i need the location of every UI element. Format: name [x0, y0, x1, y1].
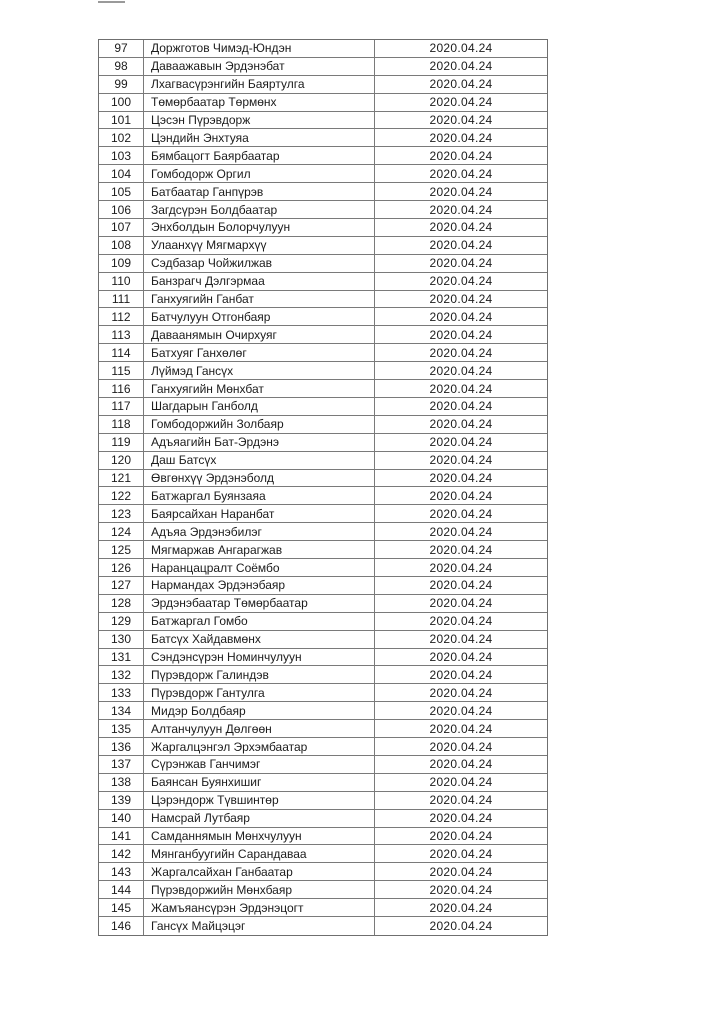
table-cell-no: 144 — [99, 881, 144, 898]
table-cell-no: 122 — [99, 487, 144, 504]
table-cell-no: 133 — [99, 684, 144, 701]
table-row — [99, 362, 547, 380]
table-cell-no: 112 — [99, 308, 144, 325]
table-cell-no: 118 — [99, 416, 144, 433]
table-cell-name: Эрдэнэбаатар Төмөрбаатар — [144, 595, 375, 612]
table-cell-date: 2020.04.24 — [429, 95, 493, 110]
table-row — [99, 720, 547, 738]
table-cell-no: 140 — [99, 810, 144, 827]
table-cell-no: 127 — [99, 577, 144, 594]
table-cell-date: 2020.04.24 — [429, 292, 493, 307]
table-row — [99, 398, 547, 416]
table-cell-no: 139 — [99, 792, 144, 809]
table-cell-name: Наранцацралт Соёмбо — [144, 559, 375, 576]
table-cell-date: 2020.04.24 — [429, 59, 493, 74]
table-cell-no: 105 — [99, 183, 144, 200]
table-cell-name: Батбаатар Ганпүрэв — [144, 183, 375, 200]
table-cell-date: 2020.04.24 — [429, 900, 493, 915]
table-cell-name: Лүймэд Гансүх — [144, 362, 375, 379]
table-cell-name: Ганхуягийн Ганбат — [144, 291, 375, 308]
table-cell-date: 2020.04.24 — [429, 739, 493, 754]
table-cell-no: 117 — [99, 398, 144, 415]
table-row — [99, 326, 547, 344]
table-row — [99, 452, 547, 470]
table-cell-name: Цэндийн Энхтуяа — [144, 129, 375, 146]
table-row — [99, 219, 547, 237]
table-cell-no: 143 — [99, 863, 144, 880]
table-cell-no: 134 — [99, 702, 144, 719]
table-cell-name: Мидэр Болдбаяр — [144, 702, 375, 719]
table-row — [99, 559, 547, 577]
table-cell-date: 2020.04.24 — [429, 148, 493, 163]
table-cell-date: 2020.04.24 — [429, 775, 493, 790]
table-cell-no: 98 — [99, 58, 144, 75]
table-row — [99, 505, 547, 523]
table-cell-name: Лхагвасүрэнгийн Баяртулга — [144, 76, 375, 93]
table-row — [99, 183, 547, 201]
table-row — [99, 810, 547, 828]
table-cell-name: Ганхуягийн Мөнхбат — [144, 380, 375, 397]
table-cell-name: Адъяагийн Бат-Эрдэнэ — [144, 434, 375, 451]
table-cell-name: Пүрэвдорж Гантулга — [144, 684, 375, 701]
table-cell-name: Энхболдын Болорчулуун — [144, 219, 375, 236]
table-cell-no: 109 — [99, 255, 144, 272]
table-cell-date: 2020.04.24 — [429, 435, 493, 450]
table-row — [99, 863, 547, 881]
table-cell-no: 102 — [99, 129, 144, 146]
table-cell-date: 2020.04.24 — [429, 381, 493, 396]
table-cell-date: 2020.04.24 — [429, 829, 493, 844]
table-row — [99, 76, 547, 94]
table-row — [99, 308, 547, 326]
table-cell-date: 2020.04.24 — [429, 453, 493, 468]
table-edge-fragment — [98, 1, 125, 3]
table-cell-date: 2020.04.24 — [429, 811, 493, 826]
table-cell-name: Сэндэнсүрэн Номинчулуун — [144, 649, 375, 666]
table-cell-no: 135 — [99, 720, 144, 737]
table-cell-date: 2020.04.24 — [429, 864, 493, 879]
table-cell-name: Батжаргал Буянзаяа — [144, 487, 375, 504]
table-cell-no: 110 — [99, 273, 144, 290]
table-row — [99, 112, 547, 130]
table-cell-date: 2020.04.24 — [429, 614, 493, 629]
table-cell-name: Батсүх Хайдавмөнх — [144, 631, 375, 648]
table-cell-no: 107 — [99, 219, 144, 236]
table-row — [99, 40, 547, 58]
table-cell-date: 2020.04.24 — [429, 650, 493, 665]
table-cell-no: 128 — [99, 595, 144, 612]
table-cell-name: Даваанямын Очирхуяг — [144, 326, 375, 343]
table-cell-no: 137 — [99, 756, 144, 773]
table-cell-name: Пүрэвдорж Галиндэв — [144, 666, 375, 683]
table-cell-name: Бямбацогт Баярбаатар — [144, 147, 375, 164]
table-cell-date: 2020.04.24 — [429, 220, 493, 235]
table-row — [99, 470, 547, 488]
table-row — [99, 666, 547, 684]
table-cell-name: Батхуяг Ганхөлөг — [144, 344, 375, 361]
table-cell-name: Мягмаржав Ангарагжав — [144, 541, 375, 558]
table-cell-name: Шагдарын Ганболд — [144, 398, 375, 415]
table-cell-no: 136 — [99, 738, 144, 755]
table-cell-name: Жаргалцэнгэл Эрхэмбаатар — [144, 738, 375, 755]
table-row — [99, 917, 547, 935]
table-cell-date: 2020.04.24 — [429, 524, 493, 539]
table-cell-date: 2020.04.24 — [429, 632, 493, 647]
table-cell-no: 97 — [99, 40, 144, 57]
table-cell-date: 2020.04.24 — [429, 560, 493, 575]
table-row — [99, 828, 547, 846]
table-row — [99, 147, 547, 165]
table-cell-date: 2020.04.24 — [429, 77, 493, 92]
table-row — [99, 541, 547, 559]
table-cell-name: Мянганбуугийн Сарандаваа — [144, 845, 375, 862]
table-cell-no: 131 — [99, 649, 144, 666]
table-cell-name: Өвгөнхүү Эрдэнэболд — [144, 470, 375, 487]
table-cell-no: 121 — [99, 470, 144, 487]
table-row — [99, 58, 547, 76]
table-cell-no: 125 — [99, 541, 144, 558]
table-row — [99, 738, 547, 756]
table-cell-no: 103 — [99, 147, 144, 164]
table-cell-date: 2020.04.24 — [429, 130, 493, 145]
table-row — [99, 273, 547, 291]
table-cell-date: 2020.04.24 — [429, 41, 493, 56]
table-cell-name: Баянсан Буянхишиг — [144, 774, 375, 791]
table-cell-name: Баярсайхан Наранбат — [144, 505, 375, 522]
table-cell-no: 129 — [99, 613, 144, 630]
table-cell-date: 2020.04.24 — [429, 667, 493, 682]
table-cell-name: Батчулуун Отгонбаяр — [144, 308, 375, 325]
table-cell-no: 113 — [99, 326, 144, 343]
table-cell-no: 101 — [99, 112, 144, 129]
table-cell-no: 106 — [99, 201, 144, 218]
table-cell-no: 132 — [99, 666, 144, 683]
table-row — [99, 756, 547, 774]
table-cell-date: 2020.04.24 — [429, 846, 493, 861]
table-cell-name: Жамъяансүрэн Эрдэнэцогт — [144, 899, 375, 916]
table-cell-date: 2020.04.24 — [429, 542, 493, 557]
table-row — [99, 631, 547, 649]
table-cell-name: Адъяа Эрдэнэбилэг — [144, 523, 375, 540]
table-cell-date: 2020.04.24 — [429, 882, 493, 897]
table-row — [99, 201, 547, 219]
table-row — [99, 595, 547, 613]
table-cell-date: 2020.04.24 — [429, 685, 493, 700]
table-cell-date: 2020.04.24 — [429, 417, 493, 432]
table-cell-date: 2020.04.24 — [429, 596, 493, 611]
table-cell-name: Улаанхүү Мягмархүү — [144, 237, 375, 254]
table-row — [99, 487, 547, 505]
table-cell-date: 2020.04.24 — [429, 202, 493, 217]
table-cell-no: 141 — [99, 828, 144, 845]
table-cell-name: Гомбодорж Оргил — [144, 165, 375, 182]
table-cell-name: Гансүх Майцэцэг — [144, 917, 375, 935]
table-row — [99, 523, 547, 541]
table-cell-name: Даш Батсүх — [144, 452, 375, 469]
table-row — [99, 774, 547, 792]
table-cell-no: 123 — [99, 505, 144, 522]
table-cell-no: 138 — [99, 774, 144, 791]
table-cell-name: Пүрэвдоржийн Мөнхбаяр — [144, 881, 375, 898]
table-row — [99, 577, 547, 595]
table-cell-name: Цэсэн Пүрэвдорж — [144, 112, 375, 129]
table-row — [99, 237, 547, 255]
table-cell-no: 115 — [99, 362, 144, 379]
table-cell-date: 2020.04.24 — [429, 793, 493, 808]
table-row — [99, 380, 547, 398]
table-cell-no: 104 — [99, 165, 144, 182]
table-cell-date: 2020.04.24 — [429, 506, 493, 521]
table-cell-date: 2020.04.24 — [429, 113, 493, 128]
table-cell-no: 116 — [99, 380, 144, 397]
table-cell-date: 2020.04.24 — [429, 919, 493, 934]
table-row — [99, 792, 547, 810]
table-cell-no: 124 — [99, 523, 144, 540]
table-cell-date: 2020.04.24 — [429, 703, 493, 718]
table-cell-name: Төмөрбаатар Төрмөнх — [144, 94, 375, 111]
table-cell-name: Жаргалсайхан Ганбаатар — [144, 863, 375, 880]
table-cell-no: 120 — [99, 452, 144, 469]
table-row — [99, 649, 547, 667]
table-row — [99, 845, 547, 863]
table-row — [99, 899, 547, 917]
table-cell-name: Батжаргал Гомбо — [144, 613, 375, 630]
table-cell-date: 2020.04.24 — [429, 721, 493, 736]
table-cell-date: 2020.04.24 — [429, 184, 493, 199]
table-row — [99, 94, 547, 112]
table-row — [99, 344, 547, 362]
table-cell-name: Самданнямын Мөнхчулуун — [144, 828, 375, 845]
table-cell-name: Гомбодоржийн Золбаяр — [144, 416, 375, 433]
table-cell-date: 2020.04.24 — [429, 309, 493, 324]
table-cell-date: 2020.04.24 — [429, 238, 493, 253]
table-cell-name: Доржготов Чимэд-Юндэн — [144, 40, 375, 57]
table-row — [99, 291, 547, 309]
table-cell-date: 2020.04.24 — [429, 327, 493, 342]
table-cell-no: 142 — [99, 845, 144, 862]
table-cell-name: Алтанчулуун Дөлгөөн — [144, 720, 375, 737]
table-cell-date: 2020.04.24 — [429, 274, 493, 289]
table-cell-date: 2020.04.24 — [429, 399, 493, 414]
table-cell-no: 111 — [99, 291, 144, 308]
table-cell-date: 2020.04.24 — [429, 345, 493, 360]
table-cell-no: 108 — [99, 237, 144, 254]
table-cell-date: 2020.04.24 — [429, 256, 493, 271]
table-row — [99, 684, 547, 702]
table-cell-date: 2020.04.24 — [429, 166, 493, 181]
table-cell-no: 130 — [99, 631, 144, 648]
table-cell-date: 2020.04.24 — [429, 757, 493, 772]
table-cell-no: 99 — [99, 76, 144, 93]
table-row — [99, 613, 547, 631]
table-cell-no: 100 — [99, 94, 144, 111]
table-cell-name: Загдсүрэн Болдбаатар — [144, 201, 375, 218]
table-cell-name: Нармандах Эрдэнэбаяр — [144, 577, 375, 594]
table-cell-no: 119 — [99, 434, 144, 451]
table-row — [99, 255, 547, 273]
table-cell-date: 2020.04.24 — [429, 363, 493, 378]
table-row — [99, 434, 547, 452]
table-cell-no: 114 — [99, 344, 144, 361]
table-row — [99, 416, 547, 434]
table-cell-no: 145 — [99, 899, 144, 916]
table-cell-date: 2020.04.24 — [429, 471, 493, 486]
table-cell-name: Намсрай Лутбаяр — [144, 810, 375, 827]
table-row — [99, 165, 547, 183]
table-cell-name: Банзрагч Дэлгэрмаа — [144, 273, 375, 290]
table-cell-date: 2020.04.24 — [429, 488, 493, 503]
table-cell-name: Сүрэнжав Ганчимэг — [144, 756, 375, 773]
table-cell-no: 126 — [99, 559, 144, 576]
table-row — [99, 881, 547, 899]
table-cell-name: Сэдбазар Чойжилжав — [144, 255, 375, 272]
table-row — [99, 702, 547, 720]
table-cell-date: 2020.04.24 — [429, 578, 493, 593]
table-cell-no: 146 — [99, 917, 144, 935]
roster-table — [98, 39, 548, 936]
table-cell-name: Даваажавын Эрдэнэбат — [144, 58, 375, 75]
table-cell-name: Цэрэндорж Түвшинтөр — [144, 792, 375, 809]
table-row — [99, 129, 547, 147]
